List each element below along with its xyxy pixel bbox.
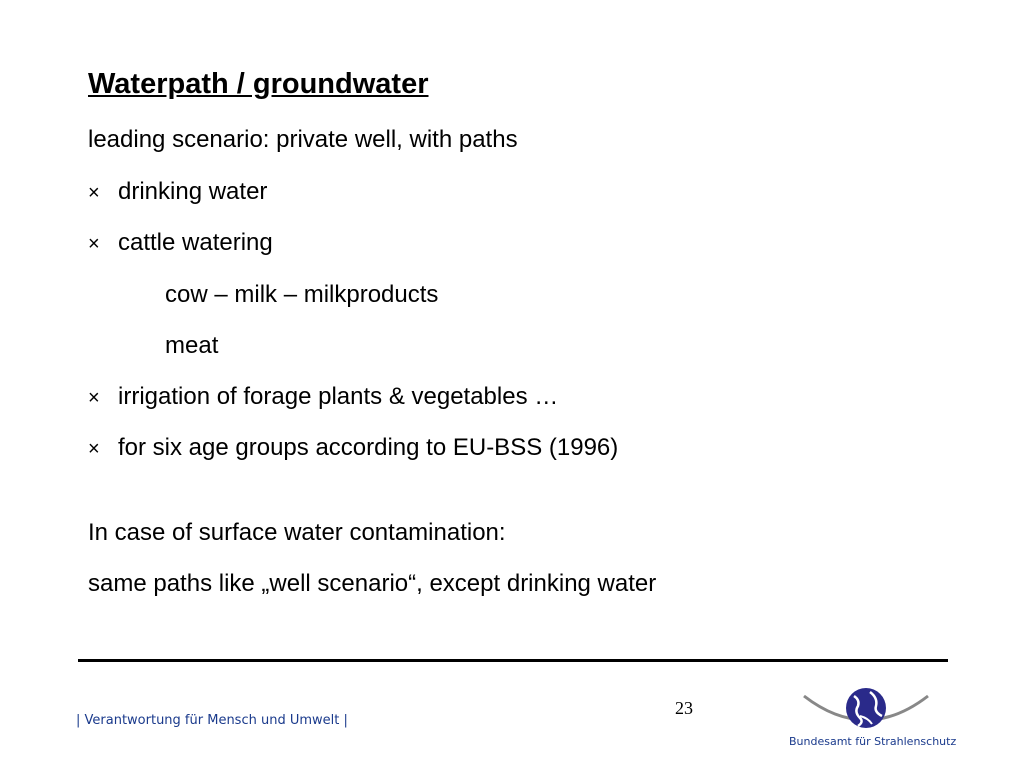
page-number: 23 xyxy=(675,698,693,718)
bullet-cross-icon: × xyxy=(88,182,100,204)
surface-water-text: same paths like „well scenario“, except drinking water xyxy=(88,570,657,597)
bullet-text: drinking water xyxy=(118,178,268,205)
logo-text: Bundesamt für Strahlenschutz xyxy=(789,735,957,748)
bullet-drinking-water xyxy=(88,177,267,208)
sub-item-milk: cow – milk – milkproducts xyxy=(165,281,439,308)
bullet-cross-icon: × xyxy=(88,233,100,255)
bullet-cross-icon: × xyxy=(88,387,100,409)
surface-water-heading: In case of surface water contamination: xyxy=(88,519,506,546)
footer-tagline: | Verantwortung für Mensch und Umwelt | xyxy=(76,713,348,728)
bullet-text: cattle watering xyxy=(118,229,273,256)
bullet-cattle-watering xyxy=(88,228,273,259)
footer-divider xyxy=(78,659,948,662)
bullet-text: for six age groups according to EU-BSS (1996) xyxy=(118,434,619,461)
slide-title: Waterpath / groundwater xyxy=(88,68,429,100)
bullet-age-groups xyxy=(88,433,618,464)
bullet-text: irrigation of forage plants & vegetables … xyxy=(118,383,559,410)
sub-item-meat: meat xyxy=(165,332,219,359)
bullet-cross-icon: × xyxy=(88,438,100,460)
bullet-irrigation xyxy=(88,382,558,413)
intro-text: leading scenario: private well, with paths xyxy=(88,126,518,153)
